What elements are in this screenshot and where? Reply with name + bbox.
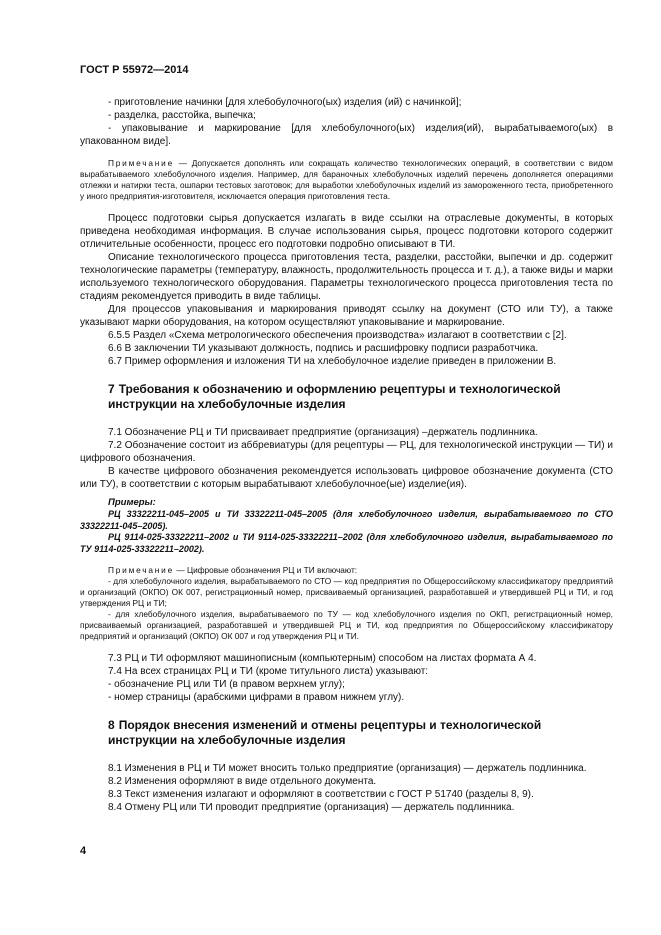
section-title-line2: инструкции на хлебобулочные изделия xyxy=(108,733,346,747)
note-1 xyxy=(80,158,613,202)
section-title-line1: Требования к обозначению и оформлению рецептуры и технологической xyxy=(118,382,561,396)
paragraph: 7.3 РЦ и ТИ оформляют машинописным (компьютерным) способом на листах формата А 4. xyxy=(108,653,537,664)
examples-heading: Примеры: xyxy=(108,497,156,508)
list-item: - приготовление начинки [для хлебобулочного(ых) изделия (ий) с начинкой]; xyxy=(108,97,462,108)
paragraph: 7.2 Обозначение состоит из аббревиатуры (для рецептуры — РЦ, для технологической инструкции — ТИ) и цифрового обозначения. xyxy=(80,440,613,464)
section-title-line2: инструкции на хлебобулочные изделия xyxy=(108,397,346,411)
paragraph: Для процессов упаковывания и маркирования приводят ссылку на документ (СТО или ТУ), а также указывают марки оборудования, на котором осуществляют упаковывание и маркирование. xyxy=(80,304,613,328)
document-page xyxy=(80,64,613,814)
paragraph: 8.3 Текст изменения излагают и оформляют в соответствии с ГОСТ Р 51740 (разделы 8, 9). xyxy=(108,789,534,800)
note-item: - для хлебобулочного изделия, вырабатываемого по ТУ — код хлебобулочного изделия по ОКП, регистрационный номер, присваиваемый организацией, разработавшей и утвердившей РЦ и ТИ, код предприятия по Общероссийскому классификатору предприятий и организаций (ОКПО) ОК 007 и год утверждения РЦ и ТИ. xyxy=(80,609,613,641)
paragraph: 6.7 Пример оформления и изложения ТИ на хлебобулочное изделие приведен в приложении В. xyxy=(108,356,557,367)
section-7-heading xyxy=(80,382,613,412)
paragraph: - номер страницы (арабскими цифрами в правом нижнем углу). xyxy=(108,692,405,703)
section-number: 7 xyxy=(108,382,115,396)
paragraph: 8.1 Изменения в РЦ и ТИ может вносить только предприятие (организация) — держатель подлинника. xyxy=(108,763,587,774)
section-title-line1: Порядок внесения изменений и отмены рецептуры и технологической xyxy=(118,718,542,732)
list-item: - разделка, расстойка, выпечка; xyxy=(108,110,256,121)
paragraph: - обозначение РЦ или ТИ (в правом верхнем углу); xyxy=(108,679,345,690)
example-1: РЦ 33322211-045–2005 и ТИ 33322211-045–2005 (для хлебобулочного изделия, вырабатываемого по СТО 33322211-045–2005). xyxy=(80,509,613,531)
paragraph: 6.6 В заключении ТИ указывают должность, подпись и расшифровку подписи разработчика. xyxy=(108,343,539,354)
section-8-heading xyxy=(80,718,613,748)
paragraph: 6.5.5 Раздел «Схема метрологического обеспечения производства» излагают в соответствии с [2]. xyxy=(108,330,567,341)
note-label: Примечание xyxy=(108,158,175,168)
paragraph: 8.4 Отмену РЦ или ТИ проводит предприятие (организация) — держатель подлинника. xyxy=(108,802,515,813)
paragraph: Процесс подготовки сырья допускается излагать в виде ссылки на отраслевые документы, в которых приведена необходимая информация. В случае использования сырья, процесс подготовки которого содержит отличительные особенности, процесс его подготовки подробно описывают в ТИ. xyxy=(80,213,613,250)
note-2 xyxy=(80,565,613,576)
note-text: — Цифровые обозначения РЦ и ТИ включают: xyxy=(174,565,358,575)
page-number: 4 xyxy=(80,845,87,857)
document-header: ГОСТ Р 55972—2014 xyxy=(80,64,189,76)
paragraph: 7.4 На всех страницах РЦ и ТИ (кроме титульного листа) указывают: xyxy=(108,666,429,677)
paragraph: 8.2 Изменения оформляют в виде отдельного документа. xyxy=(108,776,377,787)
paragraph: 7.1 Обозначение РЦ и ТИ присваивает предприятие (организация) –держатель подлинника. xyxy=(108,427,538,438)
paragraph: Описание технологического процесса приготовления теста, разделки, расстойки, выпечки и др. содержит технологические параметры (температуру, влажность, продолжительность процесса и т. д.), а также виды и марки используемого технологического оборудования. Параметры технологического процесса приготовления теста по стадиям рекомендуется приводить в виде таблицы. xyxy=(80,252,613,302)
note-label: Примечание xyxy=(108,565,175,575)
note-item: - для хлебобулочного изделия, вырабатываемого по СТО — код предприятия по Общероссийскому классификатору предприятий и организаций (ОКПО) ОК 007, регистрационный номер, присваиваемый организацией, разработавшей и утвердившей РЦ и ТИ, и год утверждения РЦ и ТИ; xyxy=(80,576,613,608)
note-text: — Допускается дополнять или сокращать количество технологических операций, в соответствии с видом вырабатываемого хлебобулочного изделия. Например, для бараночных хлебобулочных изделий перечень дополняется операциями отлежки и натирки теста, ошпарки тестовых заготовок; для выработки хлебобулочных изделий из замороженного теста, приобретенного у иного предприятия-изготовителя, исключается операция приготовления теста. xyxy=(80,158,613,201)
paragraph: В качестве цифрового обозначения рекомендуется использовать цифровое обозначение документа (СТО или ТУ), в соответствии с которым вырабатывают хлебобулочное(ые) изделие(ия). xyxy=(80,466,613,490)
section-number: 8 xyxy=(108,718,115,732)
example-2: РЦ 9114-025-33322211–2002 и ТИ 9114-025-33322211–2002 (для хлебобулочного изделия, вырабатываемого по ТУ 9114-025-33322211–2002). xyxy=(80,532,613,554)
list-item: - упаковывание и маркирование [для хлебобулочного(ых) изделия(ий), вырабатываемого(ых) в упакованном виде]. xyxy=(80,123,613,147)
